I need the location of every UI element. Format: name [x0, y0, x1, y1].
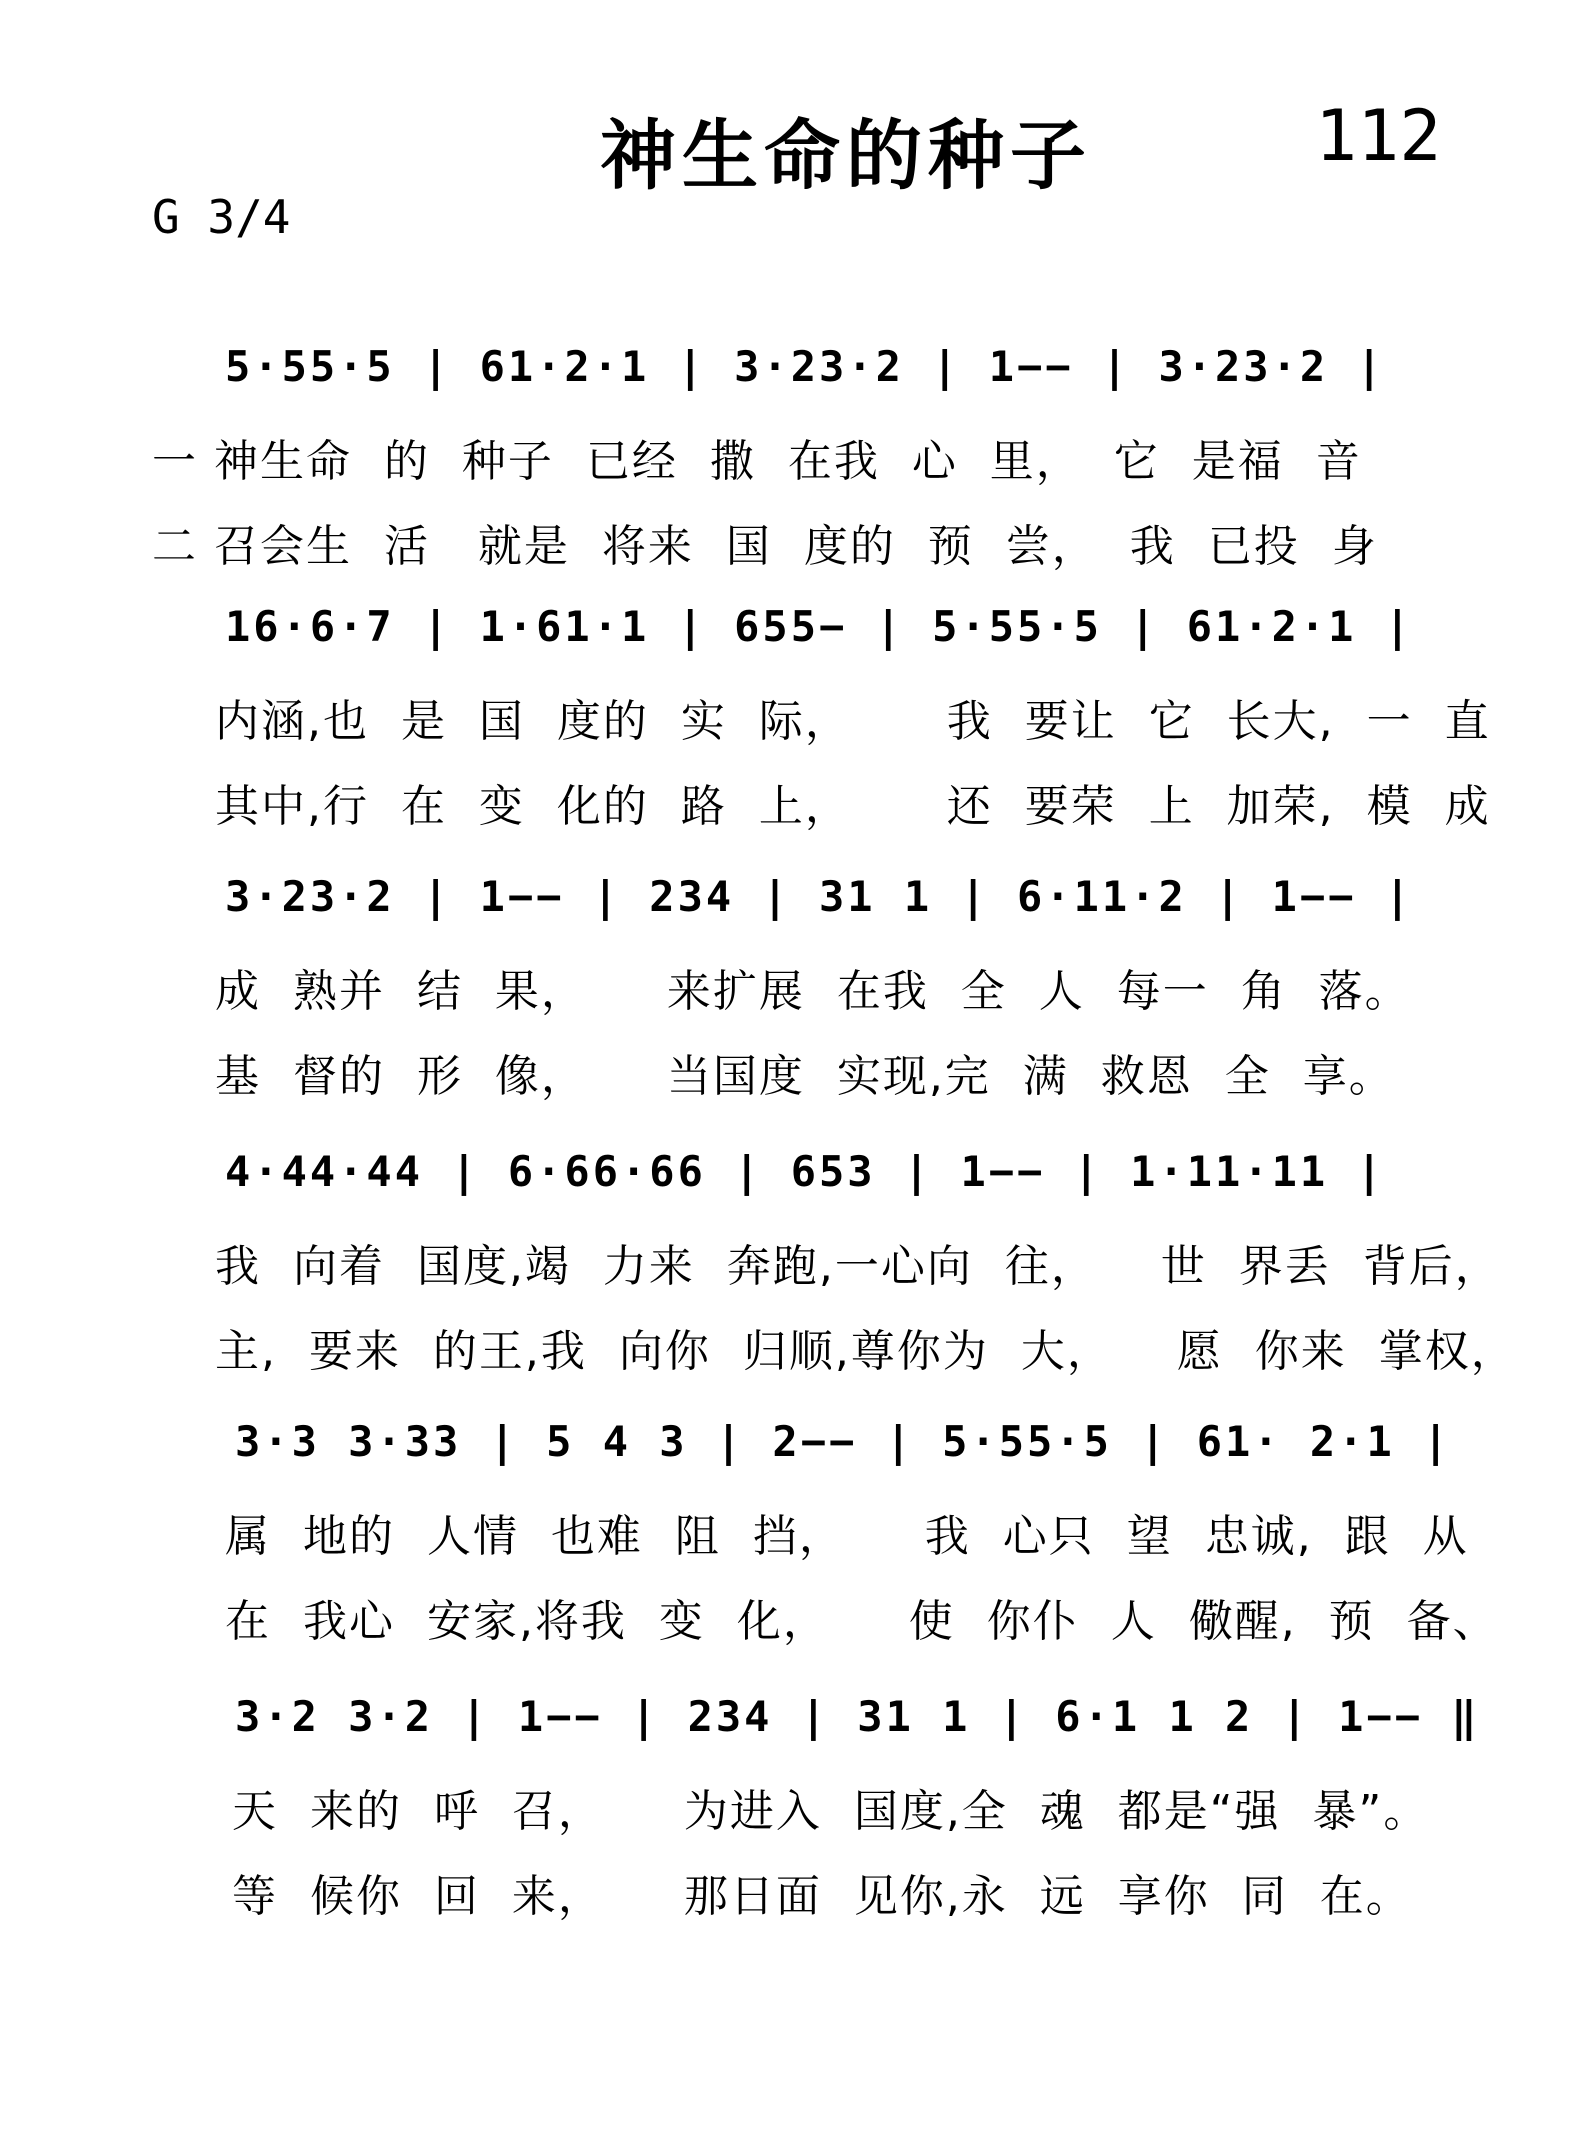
lyric-verse-2: 等 候你 回 来， 那日面 见你,永 远 享你 同 在。 — [232, 1871, 1412, 1922]
key-time-signature: G 3/4 — [152, 190, 291, 244]
hymn-number: 112 — [1315, 95, 1442, 177]
lyric-verse-2: 主, 要来 的王,我 向你 归顺,尊你为 大， 愿 你来 掌权， — [215, 1326, 1517, 1377]
lyric-verse-1: 天 来的 呼 召， 为进入 国度,全 魂 都是“强 暴”。 — [232, 1786, 1430, 1837]
lyric-verse-2: 二 召会生 活 就是 将来 国 度的 预 尝， 我 已投 身 — [152, 521, 1378, 572]
song-title: 神生命的种子 — [600, 111, 1092, 200]
jianpu-notes: 3·2 3·2 | 1−− | 234 | 31 1 | 6·1 1 2 | 1−− ‖ — [235, 1692, 1480, 1741]
lyric-verse-2: 基 督的 形 像， 当国度 实现,完 满 救恩 全 享。 — [215, 1051, 1395, 1102]
notation-line — [225, 860, 1425, 940]
jianpu-notes: 4·44·44 | 6·66·66 | 653 | 1−− | 1·11·11 | — [225, 1147, 1385, 1196]
music-system-5 — [0, 1405, 1571, 1655]
notation-line — [235, 1405, 1452, 1485]
lyric-verse-1: 一 神生命 的 种子 已经 撒 在我 心 里， 它 是福 音 — [152, 436, 1362, 487]
jianpu-notes: 3·3 3·33 | 5 4 3 | 2−− | 5·55·5 | 61· 2·1 | — [235, 1417, 1452, 1466]
music-system-4 — [0, 1135, 1571, 1385]
notation-line — [225, 1135, 1425, 1215]
lyric-verse-1: 属 地的 人情 也难 阻 挡， 我 心只 望 忠诚, 跟 从 — [225, 1511, 1469, 1562]
music-system-3 — [0, 860, 1571, 1110]
lyric-verse-1: 成 熟并 结 果， 来扩展 在我 全 人 每一 角 落。 — [215, 966, 1411, 1017]
lyric-verse-2: 在 我心 安家,将我 变 化， 使 你仆 人 儆醒, 预 备、 — [225, 1596, 1499, 1647]
lyric-verse-1: 我 向着 国度,竭 力来 奔跑,一心向 往， 世 界丢 背后， — [215, 1241, 1501, 1292]
music-system-6 — [0, 1680, 1571, 1930]
notation-line — [225, 590, 1425, 670]
lyric-verse-2: 其中,行 在 变 化的 路 上， 还 要荣 上 加荣, 模 成 — [215, 781, 1491, 832]
notation-line — [225, 330, 1425, 410]
jianpu-notes: 16·6·7 | 1·61·1 | 655− | 5·55·5 | 61·2·1 | — [225, 602, 1414, 651]
music-system-1 — [0, 330, 1571, 580]
jianpu-notes: 3·23·2 | 1−− | 234 | 31 1 | 6·11·2 | 1−− | — [225, 872, 1414, 921]
lyric-verse-1: 内涵,也 是 国 度的 实 际， 我 要让 它 长大, 一 直 — [215, 696, 1491, 747]
jianpu-notes: 5·55·5 | 61·2·1 | 3·23·2 | 1−− | 3·23·2 | — [225, 342, 1385, 391]
music-system-2 — [0, 590, 1571, 840]
notation-line — [235, 1680, 1480, 1760]
